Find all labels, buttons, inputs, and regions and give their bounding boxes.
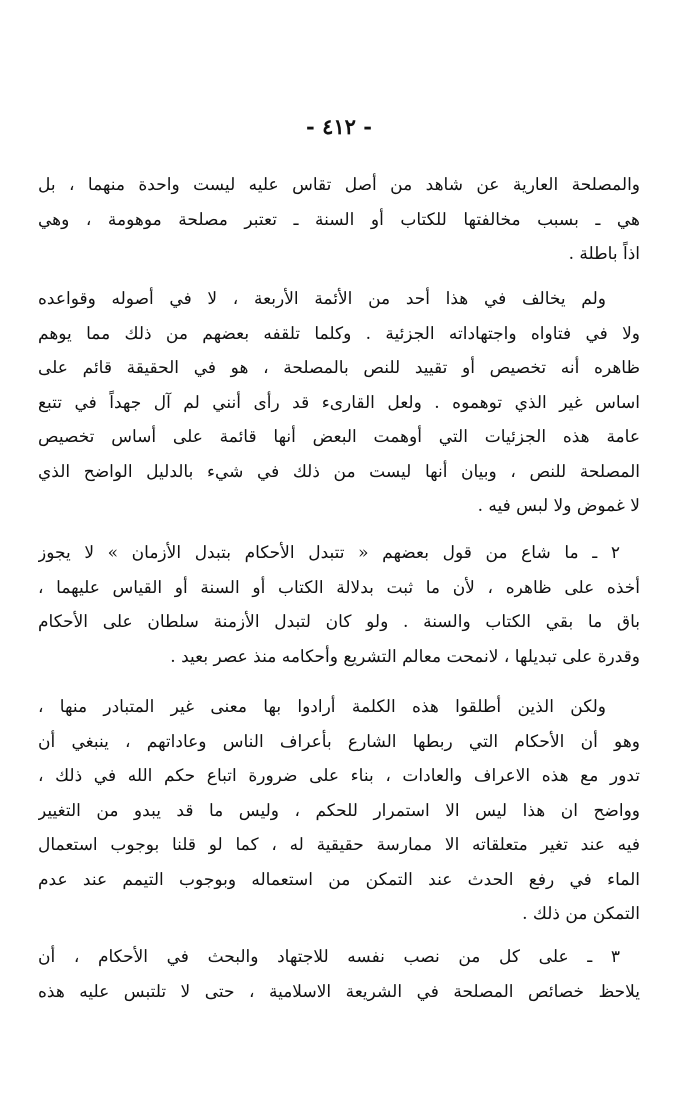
text-line: هي ـ بسبب مخالفتها للكتاب أو السنة ـ تعتبر مصلحة موهومة ، وهي [38,209,640,230]
text-line: وواضح ان هذا ليس الا استمرار للحكم ، وليس ما قد يبدو من التغيير [38,800,640,821]
paragraph-3 [38,536,640,674]
text-line: وهو أن الأحكام التي ربطها الشارع بأعراف الناس وعاداتهم ، ينبغي أن [38,731,640,752]
text-line: تدور مع هذه الاعراف والعادات ، بناء على ضرورة اتباع حكم الله في ذلك ، [38,766,640,786]
text-line: ولا في فتاواه واجتهاداته الجزئية . وكلما تلقفه بعضهم من ذلك مما يوهم [38,323,640,344]
text-line: اذاً باطلة . [568,244,640,264]
paragraph-1 [38,168,640,272]
text-line: التمكن من ذلك . [522,904,640,924]
paragraph-2 [38,282,640,524]
text-line: والمصلحة العارية عن شاهد من أصل تقاس عليه ليست واحدة منهما ، بل [38,175,640,195]
text-line: ظاهره أنه تخصيص أو تقييد للنص بالمصلحة ، هو في الحقيقة قائم على [38,358,640,378]
book-page [38,0,640,1094]
text-line: اساس غير الذي توهموه . ولعل القارىء قد رأى أنني لم آل جهداً في تتبع [38,392,640,413]
text-line: أخذه على ظاهره ، لأن ما ثبت بدلالة الكتاب أو السنة أو القياس عليهما ، [38,577,640,598]
text-line: لا غموض ولا لبس فيه . [477,496,640,516]
text-line: الماء في رفع الحدث عند التمكن من استعماله وبوجوب التيمم عند عدم [38,869,640,890]
paragraph-5 [38,940,640,1009]
text-line: ولكن الذين أطلقوا هذه الكلمة أرادوا بها معنى غير المتبادر منها ، [38,697,606,717]
text-line: يلاحظ خصائص المصلحة في الشريعة الاسلامية ، حتى لا تلتبس عليه هذه [38,981,640,1002]
paragraph-4 [38,690,640,932]
text-line: باق ما بقي الكتاب والسنة . ولو كان لتبدل الأزمنة سلطان على الأحكام [38,612,640,632]
text-line: ولم يخالف في هذا أحد من الأئمة الأربعة ، لا في أصوله وقواعده [38,289,606,309]
text-line: ٢ ـ ما شاع من قول بعضهم « تتبدل الأحكام بتبدل الأزمان » لا يجوز [38,543,620,563]
text-line: عامة هذه الجزئيات التي أوهمت البعض أنها قائمة على أساس تخصيص [38,427,640,447]
text-line: المصلحة للنص ، وبيان أنها ليست من ذلك في شيء بالدليل الواضح الذي [38,461,640,482]
text-line: فيه عند تغير متعلقاته الا ممارسة حقيقية له ، كما لو قلنا بوجوب استعمال [38,835,640,855]
text-line: وقدرة على تبديلها ، لانمحت معالم التشريع وأحكامه منذ عصر بعيد . [170,646,640,667]
page-number: - ٤١٢ - [306,114,372,139]
text-line: ٣ ـ على كل من نصب نفسه للاجتهاد والبحث في الأحكام ، أن [38,947,620,967]
